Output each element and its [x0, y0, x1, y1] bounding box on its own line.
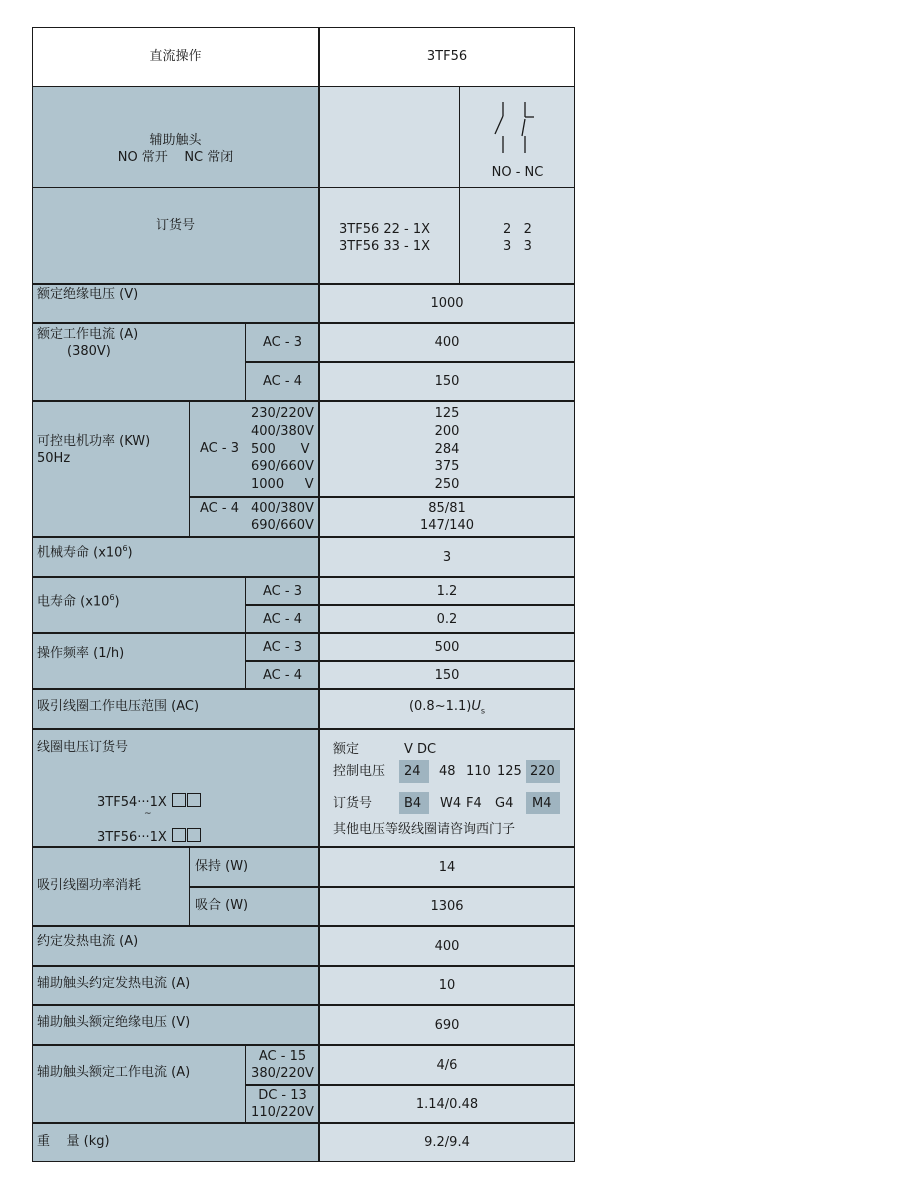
motor-power-ac4-values: 85/81 147/140 — [319, 497, 575, 537]
electrical-life-ac4-value: 0.2 — [319, 605, 575, 633]
mechanical-life-value: 3 — [319, 537, 575, 577]
motor-power-ac3-values: 125 200 284 375 250 — [319, 401, 575, 497]
order-number-label: 订货号 — [32, 187, 319, 284]
thermal-current-value: 400 — [319, 926, 575, 966]
coil-order-label-cell: 线圈电压订货号 3TF54···1X ~ 3TF56···1X — [32, 729, 319, 847]
operating-frequency-label: 操作频率 (1/h) — [32, 633, 246, 689]
coil-power-hold-value: 14 — [319, 847, 575, 887]
weight-label: 重 量 (kg) — [32, 1123, 319, 1162]
aux-operating-current-ac15-value: 4/6 — [319, 1045, 575, 1085]
insulation-voltage-value: 1000 — [319, 284, 575, 323]
motor-power-ac4-voltages: AC - 4 400/380V 690/660V — [190, 497, 319, 537]
coil-order-note: 其他电压等级线圈请咨询西门子 — [333, 822, 516, 837]
pickup-voltage-range-label: 吸引线圈工作电压范围 (AC) — [32, 689, 319, 729]
motor-power-ac4-label: AC - 4 — [200, 501, 239, 516]
weight-value: 9.2/9.4 — [319, 1123, 575, 1162]
coil-power-hold-label: 保持 (W) — [190, 847, 319, 887]
operating-current-ac4: AC - 4 — [246, 362, 319, 401]
operating-current-ac3: AC - 3 — [246, 323, 319, 362]
operating-current-ac4-value: 150 — [319, 362, 575, 401]
operating-frequency-ac4: AC - 4 — [246, 661, 319, 689]
aux-contacts-label: 辅助触头 NO 常开 NC 常闭 — [32, 86, 319, 187]
operating-current-ac3-value: 400 — [319, 323, 575, 362]
mechanical-life-label: 机械寿命 $(x10^6)$ — [32, 537, 319, 577]
insulation-voltage-label: 额定绝缘电压 (V) — [32, 284, 319, 323]
no-nc-caption: NO - NC — [491, 165, 544, 180]
coil-order-detail: 额定 V DC 控制电压 24 48 110 125 220 订货号 B4 W4 F4 G4 M4 其他电压等级线圈请咨询西门子 — [319, 729, 575, 847]
header-model: 3TF56 — [319, 27, 575, 86]
aux-operating-current-dc13: DC - 13 110/220V — [246, 1085, 319, 1123]
aux-contacts-blank — [319, 86, 460, 187]
coil-order-code-a: 3TF54···1X — [97, 793, 201, 811]
aux-operating-current-label: 辅助触头额定工作电流 (A) — [32, 1045, 246, 1123]
motor-power-label: 可控电机功率 (KW) 50Hz — [32, 401, 190, 537]
header-label: 直流操作 — [32, 27, 319, 86]
motor-power-ac3-label: AC - 3 — [200, 441, 239, 456]
order-number-counts: 2 2 3 3 — [460, 187, 575, 284]
electrical-life-label: 电寿命 $(x10^6)$ — [32, 577, 246, 633]
operating-frequency-ac3: AC - 3 — [246, 633, 319, 661]
aux-thermal-current-value: 10 — [319, 966, 575, 1005]
aux-insulation-voltage-label: 辅助触头额定绝缘电压 (V) — [32, 1005, 319, 1045]
order-number-codes: 3TF56 22 - 1X 3TF56 33 - 1X — [319, 187, 460, 284]
thermal-current-label: 约定发热电流 (A) — [32, 926, 319, 966]
aux-operating-current-dc13-value: 1.14/0.48 — [319, 1085, 575, 1123]
operating-frequency-ac3-value: 500 — [319, 633, 575, 661]
pickup-voltage-range-value: $(0.8\sim 1.1)U_s$ — [319, 689, 575, 729]
electrical-life-ac4: AC - 4 — [246, 605, 319, 633]
operating-current-label: 额定工作电流 (A) (380V) — [32, 323, 246, 401]
operating-frequency-ac4-value: 150 — [319, 661, 575, 689]
coil-order-code-b: 3TF56···1X — [97, 828, 201, 846]
coil-order-label: 线圈电压订货号 — [37, 740, 129, 755]
electrical-life-ac3: AC - 3 — [246, 577, 319, 605]
aux-contacts-symbol-cell — [460, 86, 575, 187]
coil-power-pickup-label: 吸合 (W) — [190, 887, 319, 926]
aux-insulation-voltage-value: 690 — [319, 1005, 575, 1045]
no-nc-contact-icon — [460, 86, 575, 161]
aux-operating-current-ac15: AC - 15 380/220V — [246, 1045, 319, 1085]
motor-power-ac3-voltages: AC - 3 230/220V 400/380V 500 V 690/660V 1000 V — [190, 401, 319, 497]
coil-power-label: 吸引线圈功率消耗 — [32, 847, 190, 926]
electrical-life-ac3-value: 1.2 — [319, 577, 575, 605]
aux-thermal-current-label: 辅助触头约定发热电流 (A) — [32, 966, 319, 1005]
coil-power-pickup-value: 1306 — [319, 887, 575, 926]
